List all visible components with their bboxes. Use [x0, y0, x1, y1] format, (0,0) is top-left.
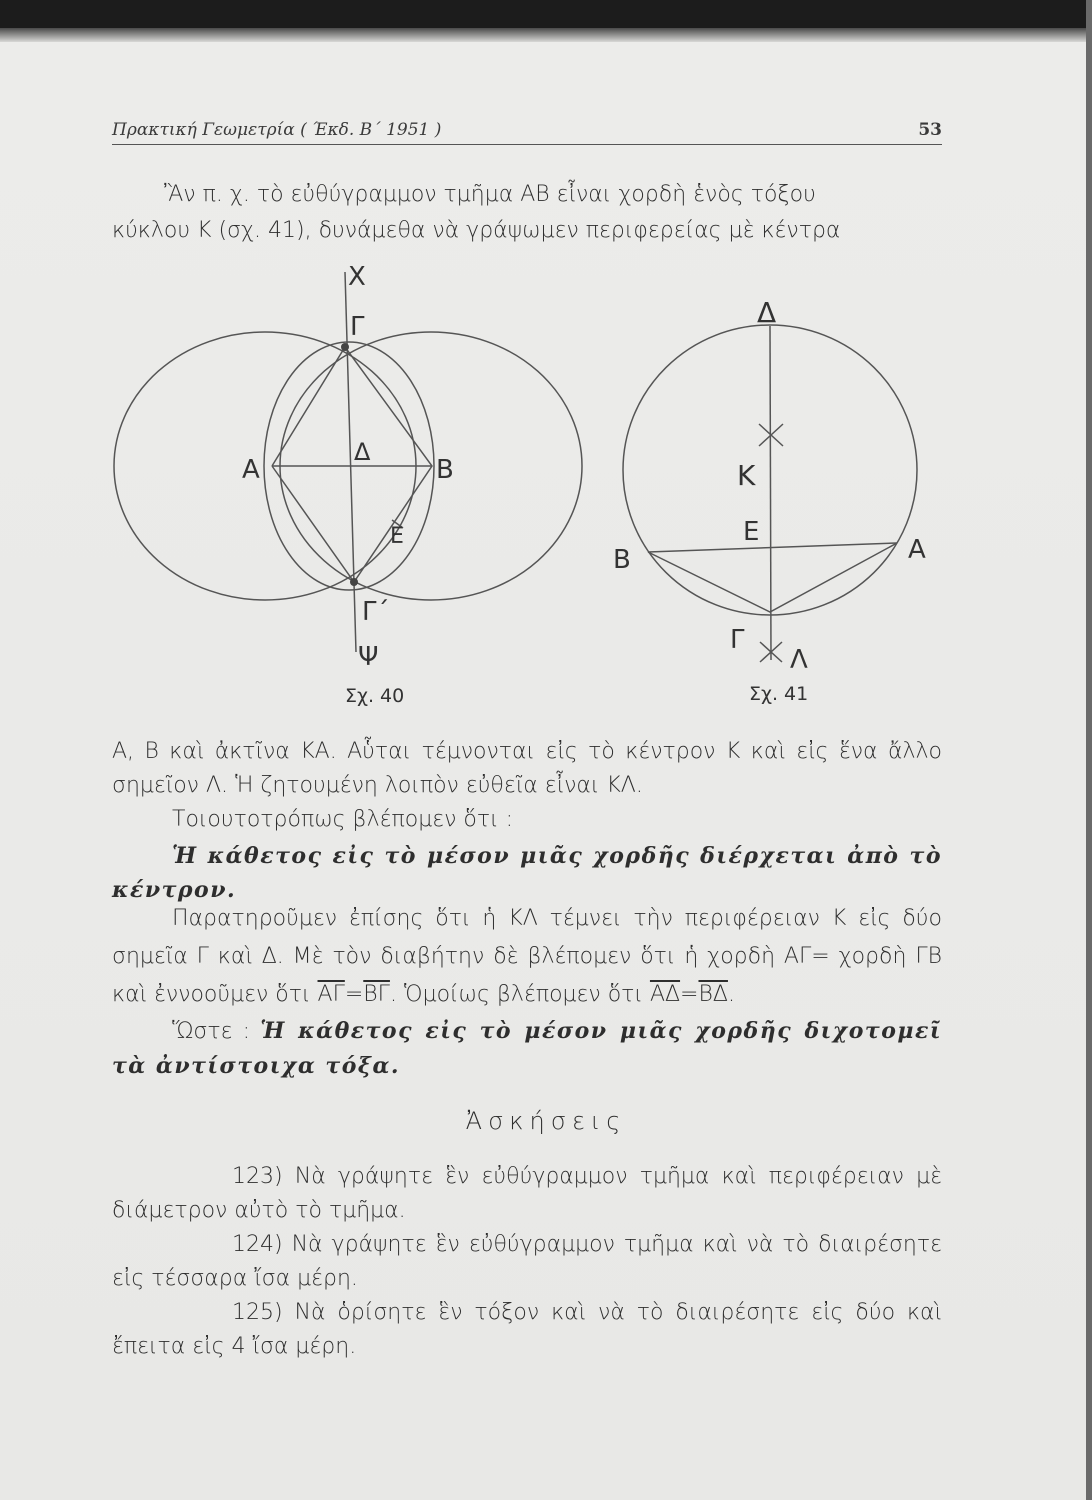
- point-g: [341, 343, 349, 351]
- arc-bd: $\overline{B\Delta}$: [698, 982, 728, 1007]
- exercise-number: 125): [232, 1300, 283, 1325]
- exercise-number: 123): [232, 1164, 283, 1189]
- label-d-41: Δ: [757, 296, 777, 329]
- label-g-prime: Γ΄: [362, 597, 390, 627]
- point-g-prime: [350, 578, 358, 586]
- equals-2: =: [680, 982, 699, 1007]
- label-a: Α: [242, 455, 260, 485]
- exercise-text: Νὰ ὁρίσητε ἓν τόξον καὶ νὰ τὸ διαιρέσητε εἰς δύο καὶ ἔπειτα εἰς 4 ἴσα μέρη.: [112, 1300, 942, 1359]
- paragraph-5: [112, 1014, 942, 1084]
- label-b-41: Β: [613, 545, 631, 575]
- caption-fig-40: Σχ. 40: [345, 685, 405, 707]
- label-e: Ε: [390, 524, 404, 549]
- paragraph-4-mid: . Ὁμοίως βλέπομεν ὅτι: [389, 982, 650, 1007]
- page-number: 53: [918, 120, 942, 140]
- paragraph-4-text: Παρατηροῦμεν ἐπίσης ὅτι ἡ ΚΛ τέμνει τὴν περιφέρειαν Κ εἰς δύο σημεῖα Γ καὶ Δ. Μὲ τὸν διαβήτην δὲ βλέπομεν ὅτι ἡ χορδὴ ΑΓ= χορδὴ ΓΒ καὶ ἐννοοῦμεν ὅτι: [112, 906, 942, 1007]
- label-l: Λ: [790, 645, 808, 675]
- label-e-41: Ε: [743, 517, 760, 547]
- exercise-123: [112, 1160, 942, 1228]
- label-b: Β: [436, 455, 454, 485]
- chord-ab: [648, 543, 897, 552]
- label-x: Χ: [348, 262, 366, 292]
- book-title: Πρακτική Γεωμετρία ( Έκδ. Β΄ 1951 ): [112, 120, 442, 140]
- label-psi: Ψ: [358, 642, 379, 672]
- exercise-124: [112, 1228, 942, 1296]
- exercise-number: 124): [232, 1232, 283, 1257]
- intro-line-2: κύκλου Κ (σχ. 41), δυνάμεθα νὰ γράψωμεν περιφερείας μὲ κέντρα: [112, 218, 841, 243]
- label-k: Κ: [737, 459, 756, 492]
- theorem-1: Ἡ κάθετος εἰς τὸ μέσον μιᾶς χορδῆς διέρχεται ἀπὸ τὸ κέντρον.: [112, 843, 942, 903]
- figure-41: [623, 325, 917, 662]
- figure-40: [114, 272, 582, 652]
- label-a-41: Α: [908, 535, 926, 565]
- arc-bg: $\overline{B\Gamma}$: [363, 982, 390, 1007]
- exercise-text: Νὰ γράψητε ἓν εὐθύγραμμον τμῆμα καὶ νὰ τὸ διαιρέσητε εἰς τέσσαρα ἴσα μέρη.: [112, 1232, 942, 1291]
- label-g-41: Γ: [730, 625, 745, 655]
- paragraph-4-end: .: [727, 982, 735, 1007]
- paragraph-2: Τοιουτοτρόπως βλέπομεν ὅτι :: [172, 807, 514, 832]
- paragraph-1: Α, Β καὶ ἀκτῖνα ΚΑ. Αὗται τέμνονται εἰς τὸ κέντρον Κ καὶ εἰς ἕνα ἄλλο σημεῖον Λ. Ἡ ζητουμένη λοιπὸν εὐθεῖα εἶναι ΚΛ.: [112, 739, 942, 798]
- theorem-2: Ἡ κάθετος εἰς τὸ μέσον μιᾶς χορδῆς διχοτομεῖ τὰ ἀντίστοιχα τόξα.: [112, 1018, 943, 1079]
- label-g: Γ: [350, 312, 365, 342]
- geometry-figures: [0, 0, 1092, 720]
- label-d: Δ: [354, 438, 371, 466]
- chords-ag-bg: [648, 543, 897, 612]
- intro-line-1: Ἂν π. χ. τὸ εὐθύγραμμον τμῆμα ΑΒ εἶναι χορδὴ ἑνὸς τόξου: [164, 182, 816, 207]
- arc-ag: $\overline{A\Gamma}$: [317, 982, 345, 1007]
- exercises-heading: Ἀσκήσεις: [465, 1107, 627, 1135]
- exercise-text: Νὰ γράψητε ἓν εὐθύγραμμον τμῆμα καὶ περιφέρειαν μὲ διάμετρον αὐτὸ τὸ τμῆμα.: [112, 1164, 943, 1223]
- paragraph-4: [112, 900, 942, 1014]
- equals-1: =: [344, 982, 364, 1007]
- diameter-dl: [770, 326, 771, 660]
- exercise-125: [112, 1296, 942, 1364]
- caption-fig-41: Σχ. 41: [749, 683, 809, 705]
- rhombus: [272, 347, 432, 582]
- arc-ad: $\overline{A\Delta}$: [649, 982, 681, 1007]
- wste-lead: Ὥστε :: [172, 1019, 261, 1044]
